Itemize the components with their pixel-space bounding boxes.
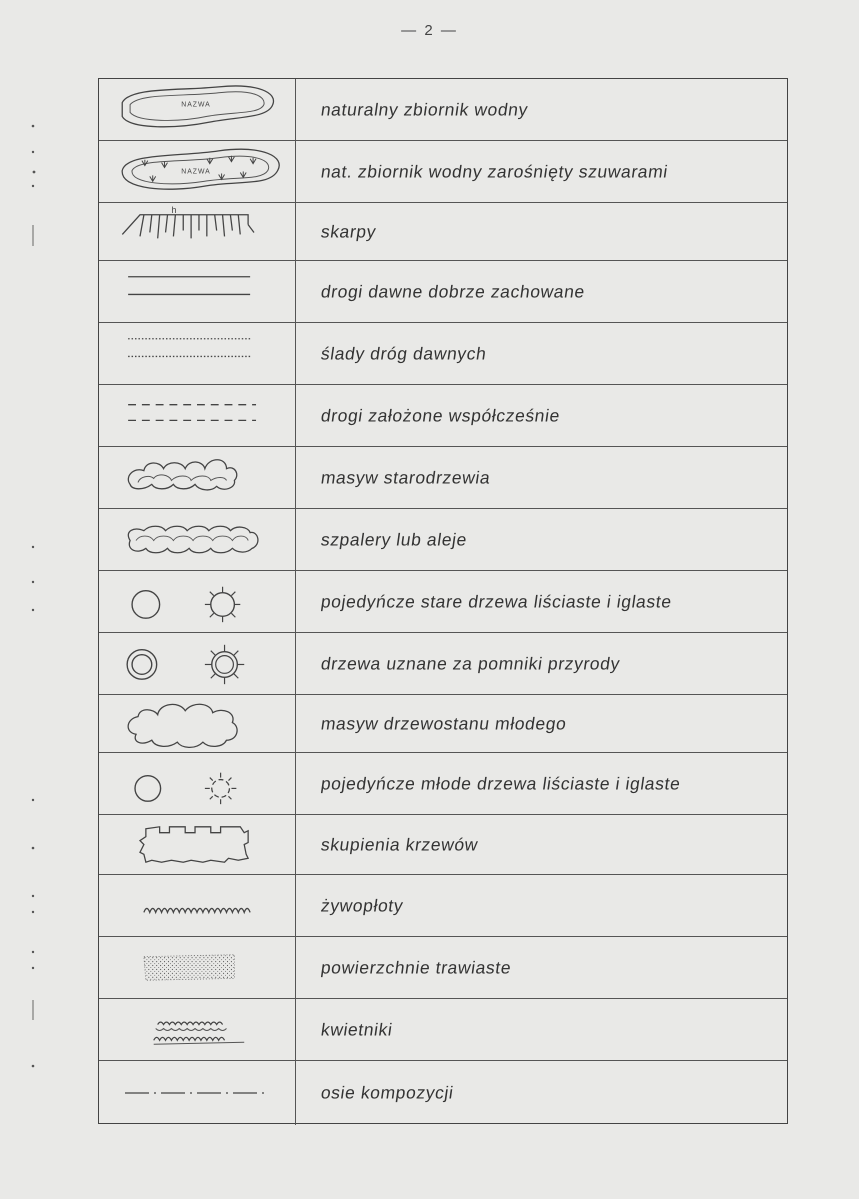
legend-label: masyw starodrzewia [319,467,492,487]
legend-row [99,79,787,141]
legend-row [99,571,787,633]
legend-label: ślady dróg dawnych [319,343,488,363]
legend-row [99,141,787,203]
single-young-tree-icon [99,753,296,814]
monument-tree-icon [99,633,296,694]
legend-table [98,78,788,1124]
modern-road-icon [99,385,296,446]
grass-area-icon [99,937,296,998]
legend-row [99,447,787,509]
slope-icon [99,203,296,260]
legend-label: osie kompozycji [319,1082,456,1103]
young-stand-mass-icon [99,695,296,752]
legend-label: skarpy [319,221,378,241]
composition-axis-icon [99,1061,296,1125]
tree-alley-icon [99,509,296,570]
legend-row [99,323,787,385]
legend-label: masyw drzewostanu młodego [319,713,569,733]
legend-row [99,875,787,937]
legend-row [99,203,787,261]
legend-row [99,509,787,571]
natural-water-body-icon [99,79,296,140]
legend-row [99,695,787,753]
legend-row [99,937,787,999]
legend-label: naturalny zbiornik wodny [319,99,530,119]
legend-label: drogi założone współcześnie [319,405,562,425]
legend-label: powierzchnie trawiaste [319,957,513,977]
old-road-trace-icon [99,323,296,384]
legend-row [99,261,787,323]
overgrown-water-body-icon [99,141,296,202]
legend-row [99,1061,787,1125]
legend-label: drzewa uznane za pomniki przyrody [319,653,622,673]
single-old-tree-icon [99,571,296,632]
hedge-icon [99,875,296,936]
old-road-line-icon [99,261,296,322]
legend-label: skupienia krzewów [319,834,480,854]
old-tree-mass-icon [99,447,296,508]
legend-row [99,753,787,815]
legend-label: kwietniki [319,1019,395,1039]
legend-label: drogi dawne dobrze zachowane [319,281,587,301]
legend-label: szpalery lub aleje [319,529,469,549]
svg-text:NAZWA: NAZWA [181,168,211,176]
legend-row [99,385,787,447]
legend-row [99,633,787,695]
legend-label: pojedyńcze stare drzewa liściaste i iglaste [319,591,674,611]
shrub-cluster-icon [99,815,296,874]
legend-row [99,999,787,1061]
svg-text:h: h [171,204,177,215]
flowerbed-icon [99,999,296,1060]
page-number: — 2 — [401,22,458,39]
svg-text:NAZWA: NAZWA [181,101,211,109]
legend-row [99,815,787,875]
legend-label: nat. zbiornik wodny zarośnięty szuwarami [319,161,670,181]
legend-label: pojedyńcze młode drzewa liściaste i iglaste [319,773,682,793]
legend-label: żywopłoty [319,895,405,915]
margin-marks [28,0,38,1199]
